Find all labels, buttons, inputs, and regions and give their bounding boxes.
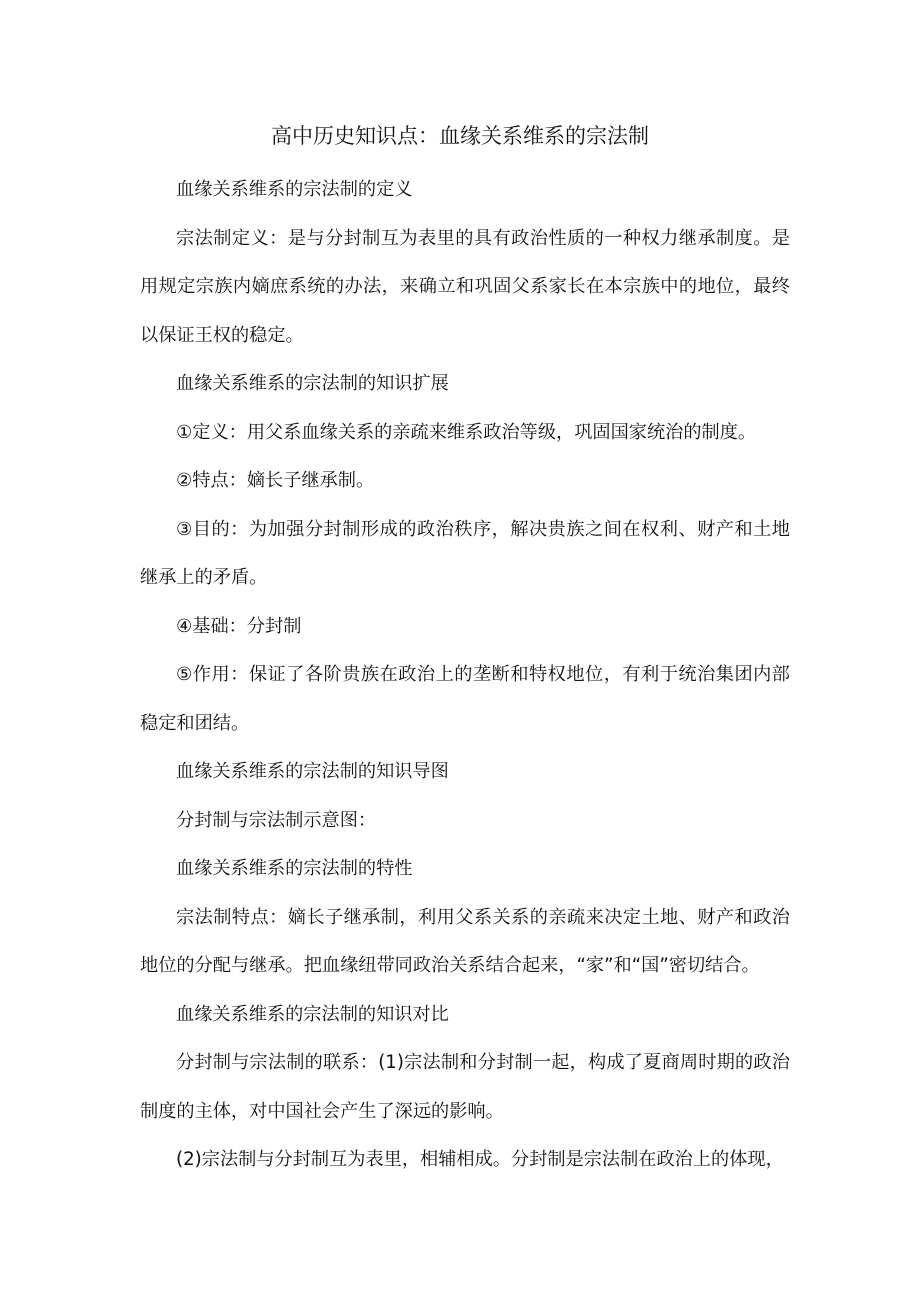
paragraph-characteristics: 宗法制特点：嫡长子继承制，利用父系关系的亲疏来决定土地、财产和政治地位的分配与继承。把血缘纽带同政治关系结合起来，“家”和“国”密切结合。 [140, 906, 790, 976]
list-item-definition: ①定义：用父系血缘关系的亲疏来维系政治等级，巩固国家统治的制度。 [176, 421, 757, 443]
section-heading-characteristics: 血缘关系维系的宗法制的特性 [176, 858, 413, 879]
diagram-caption: 分封制与宗法制示意图： [176, 809, 377, 831]
document-body [140, 166, 790, 1185]
list-item-purpose: ③目的：为加强分封制形成的政治秩序，解决贵族之间在权利、财产和土地继承上的矛盾。 [140, 518, 790, 588]
section-heading-mindmap: 血缘关系维系的宗法制的知识导图 [176, 761, 449, 782]
section-heading-comparison: 血缘关系维系的宗法制的知识对比 [176, 1003, 449, 1025]
page-title: 高中历史知识点：血缘关系维系的宗法制 [271, 124, 649, 148]
paragraph-relation-2: (2)宗法制与分封制互为表里，相辅相成。分封制是宗法制在政治上的体现， [176, 1149, 784, 1170]
list-item-effect: ⑤作用：保证了各阶贵族在政治上的垄断和特权地位，有利于统治集团内部稳定和团结。 [140, 664, 790, 734]
paragraph-definition: 宗法制定义：是与分封制互为表里的具有政治性质的一种权力继承制度。是用规定宗族内嫡庶系统的办法，来确立和巩固父系家长在本宗族中的地位，最终以保证王权的稳定。 [140, 227, 790, 346]
paragraph-relation-1: 分封制与宗法制的联系：(1)宗法制和分封制一起，构成了夏商周时期的政治制度的主体，对中国社会产生了深远的影响。 [140, 1052, 790, 1122]
list-item-basis: ④基础：分封制 [176, 615, 302, 637]
section-heading-definition: 血缘关系维系的宗法制的定义 [176, 179, 413, 200]
list-item-feature: ②特点：嫡长子继承制。 [176, 470, 375, 491]
section-heading-extension: 血缘关系维系的宗法制的知识扩展 [176, 373, 449, 394]
